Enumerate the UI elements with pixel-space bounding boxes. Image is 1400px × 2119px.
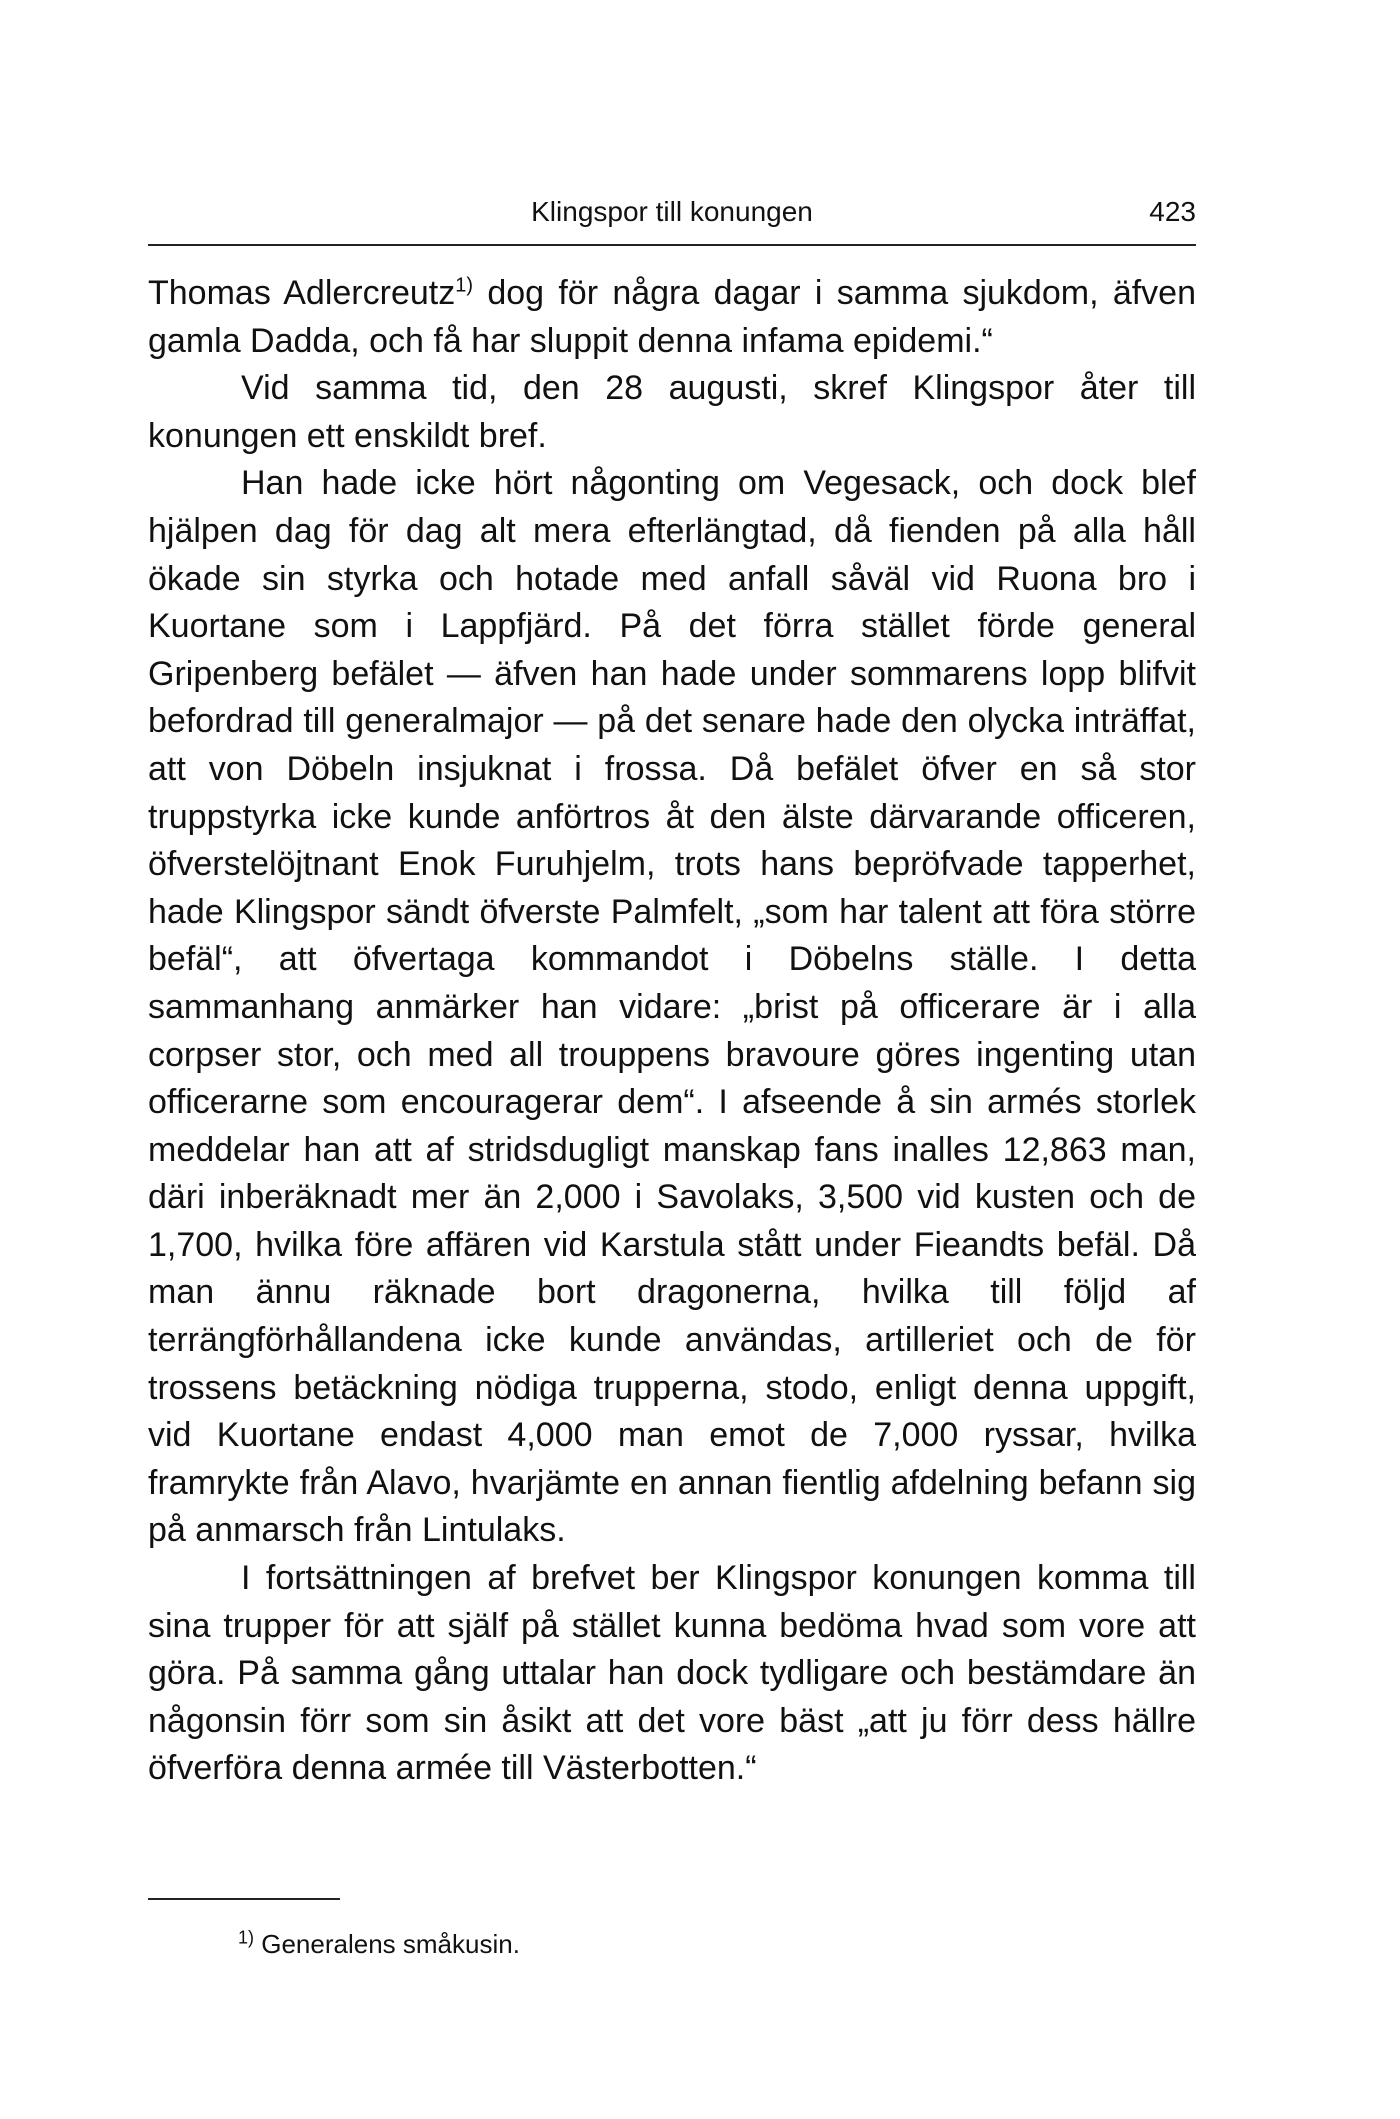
- footnote-text: Generalens småkusin.: [254, 1929, 520, 1959]
- footnote-rule: [148, 1898, 340, 1900]
- running-title: Klingspor till konungen: [531, 196, 813, 227]
- footnote-mark: 1): [238, 1927, 255, 1948]
- paragraph-3: Han hade icke hört någonting om Vegesack, och dock blef hjälpen dag för dag alt mera efterlängtad, då fienden på alla håll ökade sin styrka och hotade med anfall såväl vid Ruona bro i Kuortane som i Lappfjärd. På det förra stället förde general Gripenberg befälet — äfven han hade under sommarens lopp blifvit befordrad till generalmajor — på det senare hade den olycka inträffat, att von Döbeln insjuknat i frossa. Då befälet öfver en så stor truppstyrka icke kunde anförtros åt den älste därvarande officeren, öfverstelöjtnant Enok Furuhjelm, trots hans bepröfvade tapperhet, hade Klingspor sändt öfverste Palmfelt, „som har talent att föra större befäl“, att öfvertaga kommandot i Döbelns ställe. I detta sammanhang anmärker han vidare: „brist på officerare är i alla corpser stor, och med all trouppens bravoure göres ingenting utan officerarne som encouragerar dem“. I afseende å sin armés storlek meddelar han att af stridsdugligt manskap fans inalles 12,863 man, däri inberäknadt mer än 2,000 i Savolaks, 3,500 vid kusten och de 1,700, hvilka före affären vid Karstula stått under Fieandts befäl. Då man ännu räknade bort dragonerna, hvilka till följd af terrängförhållandena icke kunde användas, artilleriet och de för trossens betäckning nödiga trupperna, stodo, enligt denna uppgift, vid Kuortane endast 4,000 man emot de 7,000 ryssar, hvilka framrykte från Alavo, hvarjämte en annan fientlig afdelning befann sig på anmarsch från Lintulaks.: [148, 464, 1196, 1550]
- body-text: [148, 270, 1196, 1793]
- footnote: [238, 1926, 520, 1962]
- paragraph-1: [148, 270, 1196, 365]
- header-rule: [148, 244, 1196, 246]
- page-number: 423: [1149, 196, 1196, 227]
- paragraph-1-start: Thomas Adlercreutz: [148, 274, 456, 312]
- paragraph-4: I fortsättningen af brefvet ber Klingspor konungen komma till sina trupper för att själf på stället kunna bedöma hvad som vore att göra. På samma gång uttalar han dock tydligare och bestämdare än någonsin förr som sin åsikt att det vore bäst „att ju förr dess hällre öfverföra denna armée till Västerbotten.“: [148, 1559, 1196, 1788]
- footnote-reference: 1): [455, 274, 474, 297]
- paragraph-1-rest: dog för några dagar i samma sjukdom, äfven gamla Dadda, och få har sluppit denna infama epidemi.“: [148, 274, 1196, 360]
- paragraph-2: Vid samma tid, den 28 augusti, skref Klingspor åter till konungen ett enskildt bref.: [148, 369, 1196, 455]
- page-header: [148, 192, 1196, 236]
